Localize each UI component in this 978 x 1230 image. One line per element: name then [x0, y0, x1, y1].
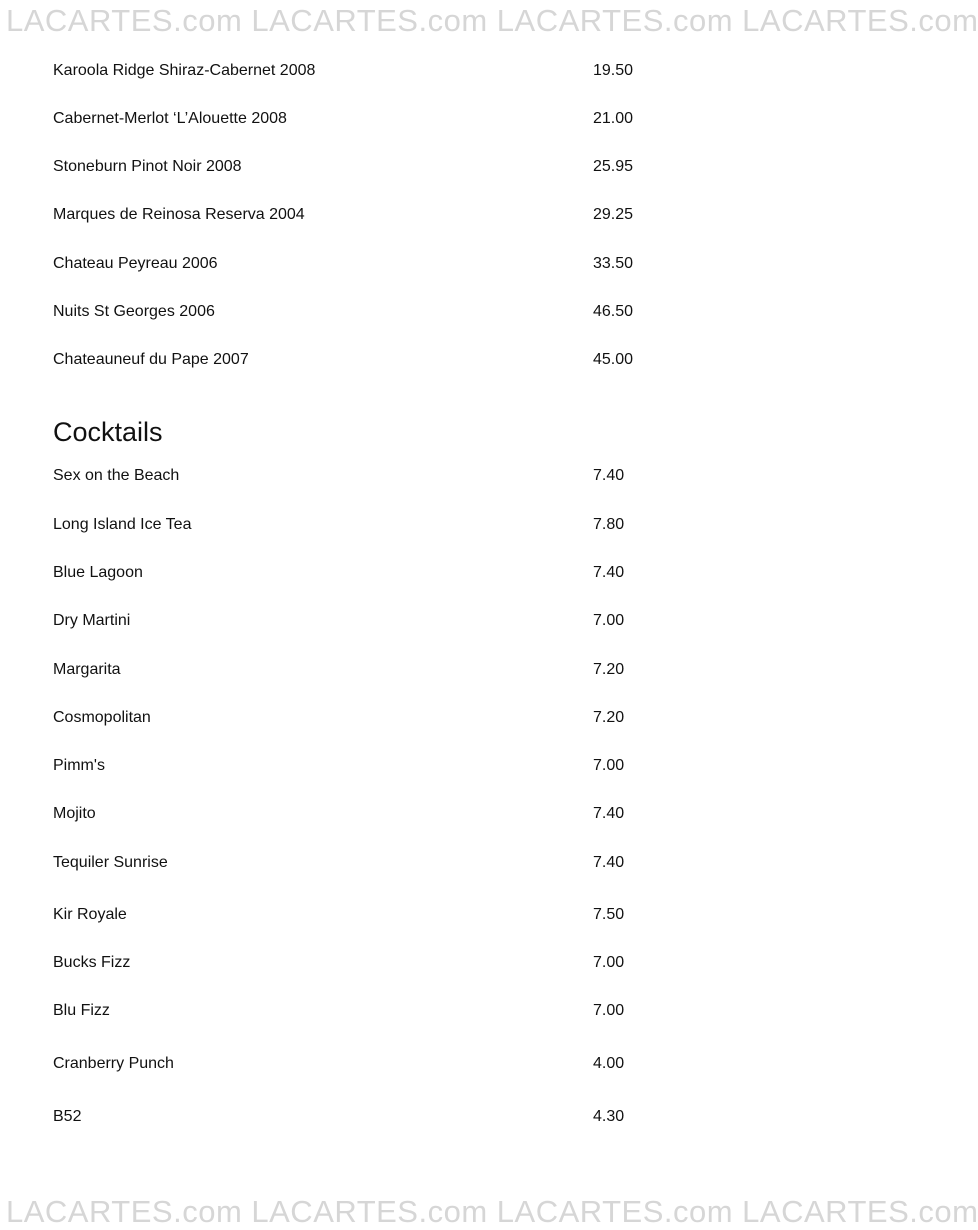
wine-name: Stoneburn Pinot Noir 2008: [53, 158, 242, 175]
wine-name: Karoola Ridge Shiraz-Cabernet 2008: [53, 62, 316, 79]
cocktail-name: Dry Martini: [53, 612, 131, 629]
cocktail-price: 7.00: [593, 1002, 625, 1019]
wine-name: Chateauneuf du Pape 2007: [53, 351, 249, 368]
cocktail-price: 7.40: [593, 564, 625, 581]
cocktail-price: 4.00: [593, 1055, 625, 1072]
cocktail-item: [53, 658, 753, 682]
watermark-top: LACARTES.com LACARTES.com LACARTES.com LACARTES.com: [6, 3, 978, 38]
cocktail-name: Kir Royale: [53, 906, 127, 923]
cocktail-item: [53, 999, 753, 1023]
wine-price: 19.50: [593, 62, 634, 79]
cocktail-name: Margarita: [53, 661, 121, 678]
wine-price: 21.00: [593, 110, 634, 127]
cocktail-item: [53, 851, 753, 875]
cocktail-item: [53, 464, 753, 488]
wine-price: 25.95: [593, 158, 634, 175]
wine-item: [53, 300, 753, 324]
cocktail-item: [53, 706, 753, 730]
cocktail-name: Pimm's: [53, 757, 105, 774]
wine-name: Cabernet-Merlot ‘L’Alouette 2008: [53, 110, 287, 127]
cocktail-item: [53, 513, 753, 537]
watermark-bottom: LACARTES.com LACARTES.com LACARTES.com LACARTES.com: [6, 1194, 978, 1229]
wine-item: [53, 107, 753, 131]
cocktail-item: [53, 561, 753, 585]
cocktail-item: [53, 609, 753, 633]
cocktail-price: 7.40: [593, 854, 625, 871]
cocktail-price: 7.00: [593, 954, 625, 971]
cocktail-name: Tequiler Sunrise: [53, 854, 168, 871]
wine-item: [53, 252, 753, 276]
cocktail-price: 7.40: [593, 805, 625, 822]
cocktail-name: Mojito: [53, 805, 96, 822]
cocktail-item: [53, 903, 753, 927]
cocktail-price: 7.50: [593, 906, 625, 923]
cocktails-heading: Cocktails: [53, 417, 163, 447]
cocktail-item: [53, 951, 753, 975]
cocktail-price: 7.80: [593, 516, 625, 533]
cocktail-name: Blu Fizz: [53, 1002, 110, 1019]
wine-item: [53, 203, 753, 227]
wine-name: Chateau Peyreau 2006: [53, 255, 218, 272]
wine-price: 33.50: [593, 255, 634, 272]
cocktail-name: Long Island Ice Tea: [53, 516, 192, 533]
wine-name: Nuits St Georges 2006: [53, 303, 215, 320]
cocktail-price: 7.20: [593, 709, 625, 726]
cocktail-price: 7.00: [593, 757, 625, 774]
wine-item: [53, 348, 753, 372]
wine-item: [53, 155, 753, 179]
wine-price: 45.00: [593, 351, 634, 368]
cocktail-name: Blue Lagoon: [53, 564, 143, 581]
cocktail-item: [53, 1105, 753, 1129]
cocktail-price: 7.20: [593, 661, 625, 678]
wine-name: Marques de Reinosa Reserva 2004: [53, 206, 305, 223]
cocktail-name: Cosmopolitan: [53, 709, 151, 726]
cocktail-price: 7.40: [593, 467, 625, 484]
wine-price: 46.50: [593, 303, 634, 320]
cocktail-item: [53, 1052, 753, 1076]
wine-price: 29.25: [593, 206, 634, 223]
cocktail-name: Cranberry Punch: [53, 1055, 174, 1072]
cocktail-price: 4.30: [593, 1108, 625, 1125]
cocktail-item: [53, 754, 753, 778]
cocktail-item: [53, 802, 753, 826]
cocktail-name: B52: [53, 1108, 82, 1125]
cocktail-price: 7.00: [593, 612, 625, 629]
cocktail-name: Sex on the Beach: [53, 467, 180, 484]
cocktail-name: Bucks Fizz: [53, 954, 131, 971]
wine-item: [53, 59, 753, 83]
